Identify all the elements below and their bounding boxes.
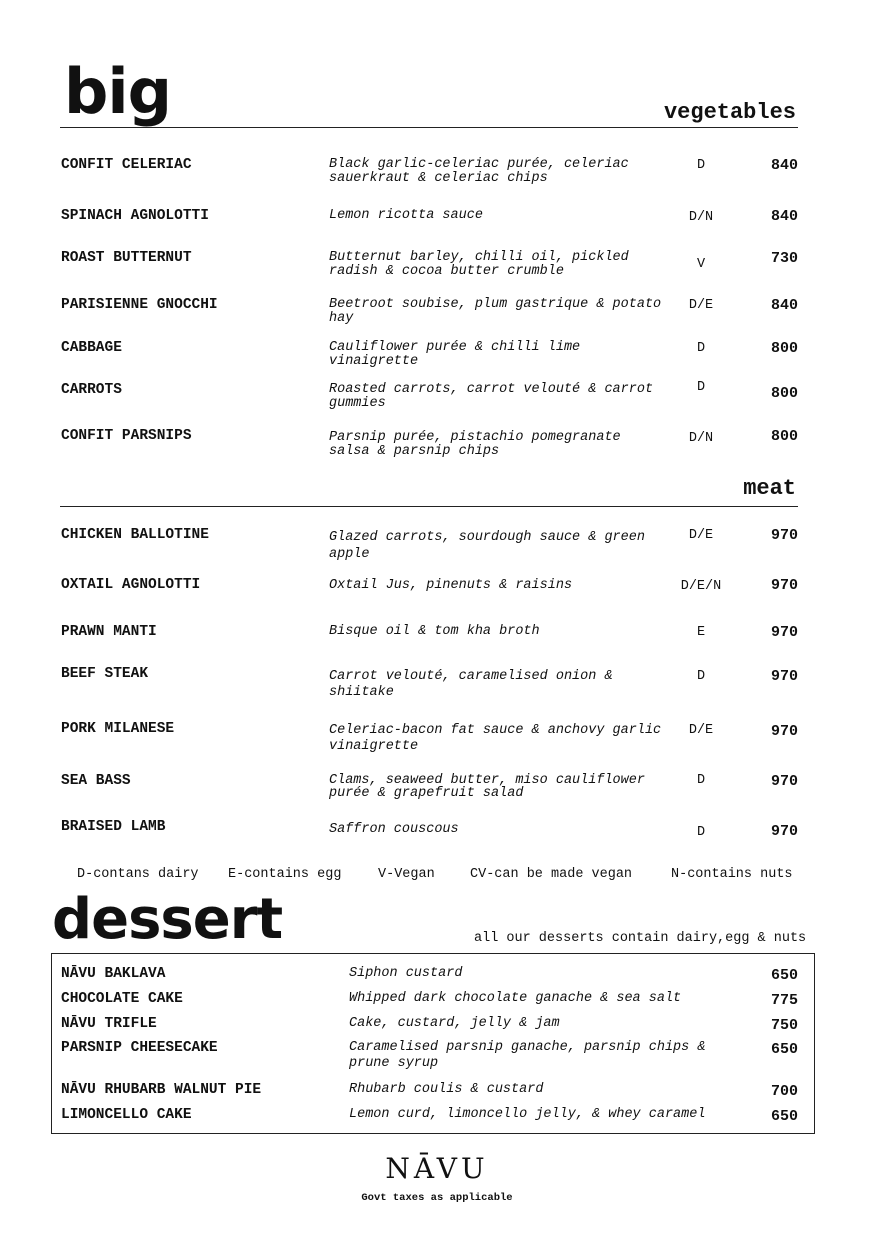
dish-price: 800 <box>770 385 798 402</box>
dish-price: 970 <box>770 823 798 840</box>
dish-description: Cauliflower purée & chilli lime vinaigrette <box>329 340 581 369</box>
dessert-title: dessert <box>52 887 283 952</box>
dessert-description: Siphon custard <box>349 966 463 981</box>
dessert-note: all our desserts contain dairy,egg & nuts <box>474 931 807 946</box>
dessert-name: NĀVU BAKLAVA <box>61 966 166 982</box>
dietary-code: D <box>696 825 706 840</box>
dish-name: CONFIT PARSNIPS <box>61 428 192 444</box>
navu-logo: NĀVU <box>385 1152 489 1185</box>
dessert-price: 700 <box>770 1083 798 1100</box>
dish-description: Saffron couscous <box>329 822 459 837</box>
dessert-name: NĀVU RHUBARB WALNUT PIE <box>61 1082 262 1098</box>
dish-name: CHICKEN BALLOTINE <box>61 527 209 543</box>
dish-price: 840 <box>770 208 798 225</box>
dish-description: Lemon ricotta sauce <box>329 208 483 223</box>
dish-price: 970 <box>770 527 798 544</box>
dish-name: SPINACH AGNOLOTTI <box>61 208 209 224</box>
dessert-description: Rhubarb coulis & custard <box>349 1082 544 1097</box>
dish-price: 970 <box>770 723 798 740</box>
dessert-price: 650 <box>770 967 798 984</box>
dietary-code: D <box>696 158 706 173</box>
dish-price: 970 <box>770 668 798 685</box>
dish-price: 840 <box>770 297 798 314</box>
tax-note: Govt taxes as applicable <box>361 1192 513 1204</box>
dish-description: Roasted carrots, carrot velouté & carrot gummies <box>329 382 654 411</box>
dish-description: Butternut barley, chilli oil, pickled radish & cocoa butter crumble <box>329 250 629 279</box>
dish-description: Glazed carrots, sourdough sauce & green apple <box>329 530 645 562</box>
meat-section-label: meat <box>743 476 796 501</box>
big-title: big <box>64 55 172 128</box>
legend-can-be-vegan: CV-can be made vegan <box>470 867 633 882</box>
dietary-code: D/E <box>688 723 714 738</box>
dish-price: 970 <box>770 577 798 594</box>
dietary-code: D/N <box>688 431 714 446</box>
dessert-price: 650 <box>770 1041 798 1058</box>
dish-description: Black garlic-celeriac purée, celeriac sauerkraut & celeriac chips <box>329 157 629 186</box>
dessert-name: NĀVU TRIFLE <box>61 1016 157 1032</box>
dish-name: SEA BASS <box>61 773 131 789</box>
vegetables-divider <box>60 127 798 128</box>
legend-egg: E-contains egg <box>228 867 342 882</box>
dietary-code: D/E/N <box>680 579 722 594</box>
dish-name: CABBAGE <box>61 340 122 356</box>
dietary-code: D/E <box>688 528 714 543</box>
dessert-name: CHOCOLATE CAKE <box>61 991 183 1007</box>
dessert-price: 650 <box>770 1108 798 1125</box>
dish-price: 970 <box>770 773 798 790</box>
dish-description: Clams, seaweed butter, miso cauliflower purée & grapefruit salad <box>329 773 645 801</box>
dish-price: 800 <box>770 340 798 357</box>
dietary-code: D <box>696 380 706 395</box>
dietary-code: D/N <box>688 210 714 225</box>
dish-description: Parsnip purée, pistachio pomegranate salsa & parsnip chips <box>329 430 621 459</box>
dish-description: Oxtail Jus, pinenuts & raisins <box>329 578 573 593</box>
dish-description: Carrot velouté, caramelised onion & shiitake <box>329 669 613 700</box>
dessert-name: PARSNIP CHEESECAKE <box>61 1040 218 1056</box>
dessert-name: LIMONCELLO CAKE <box>61 1107 192 1123</box>
dish-description: Beetroot soubise, plum gastrique & potato hay <box>329 297 662 326</box>
dish-price: 730 <box>770 250 798 267</box>
dish-name: PRAWN MANTI <box>61 624 157 640</box>
dish-name: CONFIT CELERIAC <box>61 157 192 173</box>
dietary-code: D <box>696 669 706 684</box>
dietary-code: E <box>696 625 706 640</box>
dish-name: BEEF STEAK <box>61 666 149 682</box>
dessert-description: Cake, custard, jelly & jam <box>349 1016 560 1031</box>
dish-name: PARISIENNE GNOCCHI <box>61 297 218 313</box>
dietary-code: D/E <box>688 298 714 313</box>
dish-price: 970 <box>770 624 798 641</box>
dietary-code: V <box>696 257 706 272</box>
vegetables-section-label: vegetables <box>663 100 796 125</box>
dish-name: OXTAIL AGNOLOTTI <box>61 577 201 593</box>
dessert-price: 750 <box>770 1017 798 1034</box>
dish-description: Celeriac-bacon fat sauce & anchovy garlic vinaigrette <box>329 723 662 754</box>
legend-vegan: V-Vegan <box>378 867 435 882</box>
dessert-price: 775 <box>770 992 798 1009</box>
meat-divider <box>60 506 798 507</box>
dish-price: 800 <box>770 428 798 445</box>
dish-price: 840 <box>770 157 798 174</box>
dish-name: BRAISED LAMB <box>61 819 166 835</box>
dish-name: ROAST BUTTERNUT <box>61 250 192 266</box>
dish-name: CARROTS <box>61 382 122 398</box>
dessert-description: Whipped dark chocolate ganache & sea salt <box>349 991 682 1006</box>
dietary-code: D <box>696 773 706 788</box>
dish-description: Bisque oil & tom kha broth <box>329 624 540 639</box>
legend-dairy: D-contans dairy <box>77 867 199 882</box>
dietary-code: D <box>696 341 706 356</box>
dessert-description: Lemon curd, limoncello jelly, & whey caramel <box>349 1107 706 1122</box>
legend-nuts: N-contains nuts <box>671 867 793 882</box>
dessert-description: Caramelised parsnip ganache, parsnip chips & prune syrup <box>349 1040 706 1071</box>
dish-name: PORK MILANESE <box>61 721 175 737</box>
